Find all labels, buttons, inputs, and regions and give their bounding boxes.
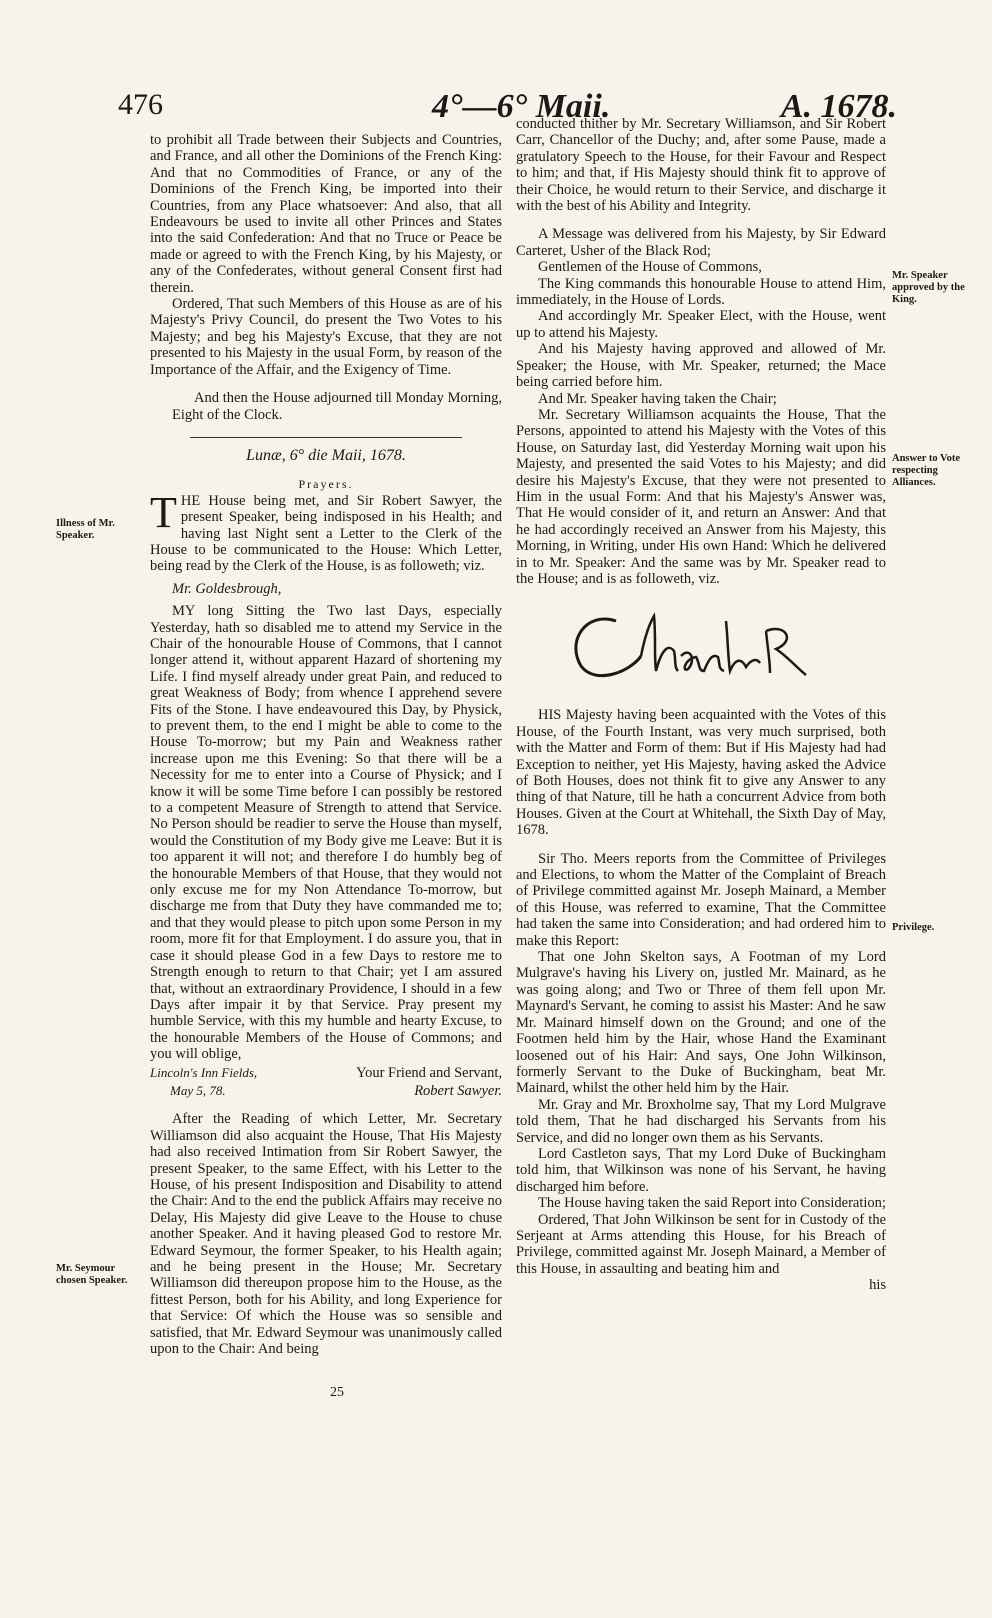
- paragraph: And Mr. Speaker having taken the Chair;: [538, 390, 777, 407]
- margin-note-answer: Answer to Vote respecting Alliances.: [892, 453, 961, 488]
- folio-signature: 25: [330, 1385, 344, 1400]
- page-number: 476: [118, 88, 163, 121]
- paragraph: After the Reading of which Letter, Mr. Secretary Williamson did also acquaint the House, That His Majesty had also received Intimation from Sir Robert Sawyer, the present Speaker, to the same Effect, with his Letter to the House, of his present Indisposition and Disability to attend the Chair: And to the end the publick Affairs may receive no Delay, His Majesty did give Leave to the House to chuse another Speaker. And it having pleased God to restore Mr. Edward Seymour, the former Speaker, to his Health again; and he being present in the House; Mr. Secretary Williamson did thereupon propose him to the House, as the fittest Person, both for his Ability, and long Experience for that Service: Of which the House was so sensible and satisfied, that Mr. Edward Seymour was unanimously called upon to the Chair: And being: [150, 1111, 502, 1358]
- letter-close: Your Friend and Servant,: [356, 1064, 502, 1081]
- paragraph: Ordered, That John Wilkinson be sent for in Custody of the Serjeant at Arms attending this House, for his Breach of Privilege, committed against Mr. Joseph Mainard, a Member of this House, in assaulting and beating him and: [516, 1211, 886, 1277]
- margin-note-seymour: Mr. Seymour chosen Speaker.: [56, 1263, 128, 1286]
- page-year: A. 1678.: [780, 88, 897, 125]
- paragraph: Lord Castleton says, That my Lord Duke of Buckingham told him, that Wilkinson was none of his Servant, he having discharged him before.: [516, 1145, 886, 1195]
- letter-body: MY long Sitting the Two last Days, especially Yesterday, hath so disabled me to attend my Service in the Chair of the honourable House of Commons, that I cannot longer attend it, without apparent Hazard of shortening my Life. I find myself already under great Pain, and reduced to great Weakness of Body; from whence I apprehend severe Fits of the Stone. I have endeavoured this Day, by Physick, to prevent them, to the end I might be able to come to the House To-morrow; but my Pain and Weakness rather increase upon me this Evening: So that there will be a Necessity for me to enter into a Course of Physick; and I know it will be some Time before I can possibly be restored to a competent Measure of Strength to attend that Service. No Person should be readier to serve the House than myself, would the Constitution of my Body give me Leave: But it is too apparent it will not; and therefore I do humbly beg of the honourable Members of that House, that they would not only excuse me for my Non Attendance To-morrow, but discharge me from that Duty they have commanded me to; and that they would please to pitch upon some Person in my room, more fit for that Employment. I do assure you, that in case it should please God in a few Days to restore me to Strength enough to return to that Chair; yet I am assured that, without an extraordinary Providence, I should in a few Days after impair it by that Service. Pray present my humble Service, with this my humble and hearty Excuse, to the honourable Members of the House of Commons; and you will oblige,: [150, 603, 502, 1063]
- letter-date: May 5, 78.: [170, 1082, 226, 1098]
- paragraph: That one John Skelton says, A Footman of my Lord Mulgrave's having his Livery on, justled Mr. Mainard, as he was going along; and Two or Three of them fell upon Mr. Maynard's Servant, he coming to assist his Master: And he saw Mr. Mainard himself down on the Ground; and one of the Footmen held him by the Hair, whose Hand the Examinant loosened out of his Hair: And says, One John Wilkinson, formerly Servant to the Duke of Buckingham, beat Mr. Mainard, whilst the other held him by the Hair.: [516, 949, 886, 1097]
- section-divider: [190, 437, 462, 438]
- letter-signatory: Robert Sawyer.: [414, 1082, 502, 1099]
- drop-cap: T: [150, 487, 177, 537]
- paragraph: A Message was delivered from his Majesty, by Sir Edward Carteret, Usher of the Black Rod;: [516, 226, 886, 259]
- prayers-heading: Prayers.: [298, 477, 354, 492]
- royal-answer: HIS Majesty having been acquainted with the Votes of this House, of the Fourth Instant, was very much surprised, both with the Matter and Form of them: But if His Majesty had had Exception to neither, yet His Majesty, having asked the Advice of Both Houses, does not think fit to give any Answer to any thing of that Nature, till he hath a concurrent Advice from both Houses. Given at the Court at Whitehall, the Sixth Day of May, 1678.: [516, 707, 886, 839]
- paragraph: conducted thither by Mr. Secretary Williamson, and Sir Robert Carr, Chancellor of the Duchy; and, after some Pause, made a gratulatory Speech to the House, for their Favour and Respect to him; and that, if His Majesty should think fit to approve of their Choice, he would return to their Service, and discharge it with the best of his Ability and Integrity.: [516, 116, 886, 215]
- adjournment: And then the House adjourned till Monday Morning, Eight of the Clock.: [172, 390, 502, 423]
- signature-text: Charles R: [556, 689, 560, 691]
- letter-place: Lincoln's Inn Fields,: [150, 1064, 258, 1080]
- paragraph: Gentlemen of the House of Commons,: [538, 259, 762, 276]
- paragraph: Mr. Gray and Mr. Broxholme say, That my Lord Mulgrave told them, That he had discharged his Servants from his Service, and did no longer own them as his Servants.: [516, 1096, 886, 1146]
- left-column: [150, 132, 502, 1357]
- paragraph: And his Majesty having approved and allowed of Mr. Speaker; the House, with Mr. Speaker, returned; the Mace being carried before him.: [516, 341, 886, 391]
- royal-signature: [516, 601, 886, 697]
- paragraph: The King commands this honourable House to attend Him, immediately, in the House of Lords.: [516, 275, 886, 309]
- paragraph: Ordered, That such Members of this House as are of his Majesty's Privy Council, do present the Two Votes to his Majesty; and beg his Majesty's Excuse, that they are not presented to his Majesty in the usual Form, by reason of the Importance of the Affair, and the Exigency of Time.: [150, 296, 502, 378]
- day-heading: Lunæ, 6° die Maii, 1678.: [246, 446, 406, 464]
- page-date-heading: 4°—6° Maii.: [432, 88, 611, 125]
- paragraph: And accordingly Mr. Speaker Elect, with the House, went up to attend his Majesty.: [516, 308, 886, 341]
- royal-signature-mark: [556, 601, 816, 691]
- paragraph: The House having taken the said Report into Consideration;: [538, 1195, 886, 1212]
- right-column: [516, 116, 886, 1294]
- paragraph: Sir Tho. Meers reports from the Committee of Privileges and Elections, to whom the Matter of the Complaint of Breach of Privilege committed against Mr. Joseph Mainard, a Member of this House, was referred to examine, That the Committee had taken the same into Consideration; and had ordered him to make this Report:: [516, 850, 886, 949]
- margin-note-approved: Mr. Speaker approved by the King.: [892, 270, 965, 305]
- margin-note-illness: Illness of Mr. Speaker.: [56, 518, 115, 541]
- paragraph: Mr. Secretary Williamson acquaints the House, That the Persons, appointed to attend his Majesty with the Votes of this House, on Saturday last, did Yesterday Morning wait upon his Majesty, and presented the said Votes to his Majesty; and did desire his Majesty's Excuse, that they were not presented to Him in the usual Form: And that his Majesty's Answer was, That He would consider of it, and return an Answer: And that he had accordingly received an Answer from his Majesty, this Morning, in Writing, under His own Hand: Which he delivered in to Mr. Speaker: And the same was by Mr. Speaker read to the House; and is as followeth, viz.: [516, 406, 886, 587]
- catchword: his: [869, 1277, 886, 1294]
- margin-note-privilege: Privilege.: [892, 922, 935, 933]
- letter-salutation: Mr. Goldesbrough,: [172, 580, 282, 597]
- paragraph: THE House being met, and Sir Robert Sawyer, the present Speaker, being indisposed in his Health; and having last Night sent a Letter to the Clerk of the House to be communicated to the House: Which Letter, being read by the Clerk of the House, is as followeth; viz.: [150, 487, 502, 575]
- paragraph: to prohibit all Trade between their Subjects and Countries, and France, and all other the Dominions of the French King: And that no Commodities of France, or any of the Dominions of the French King, be imported into their Countries, from any Place whatsoever: And also, that all Endeavours be used to invite all other Princes and States into the said Confederation: And that no Truce or Peace be made or agreed to with the French King, by his Majesty, or any of the Confederates, without general Consent first had therein.: [150, 132, 502, 296]
